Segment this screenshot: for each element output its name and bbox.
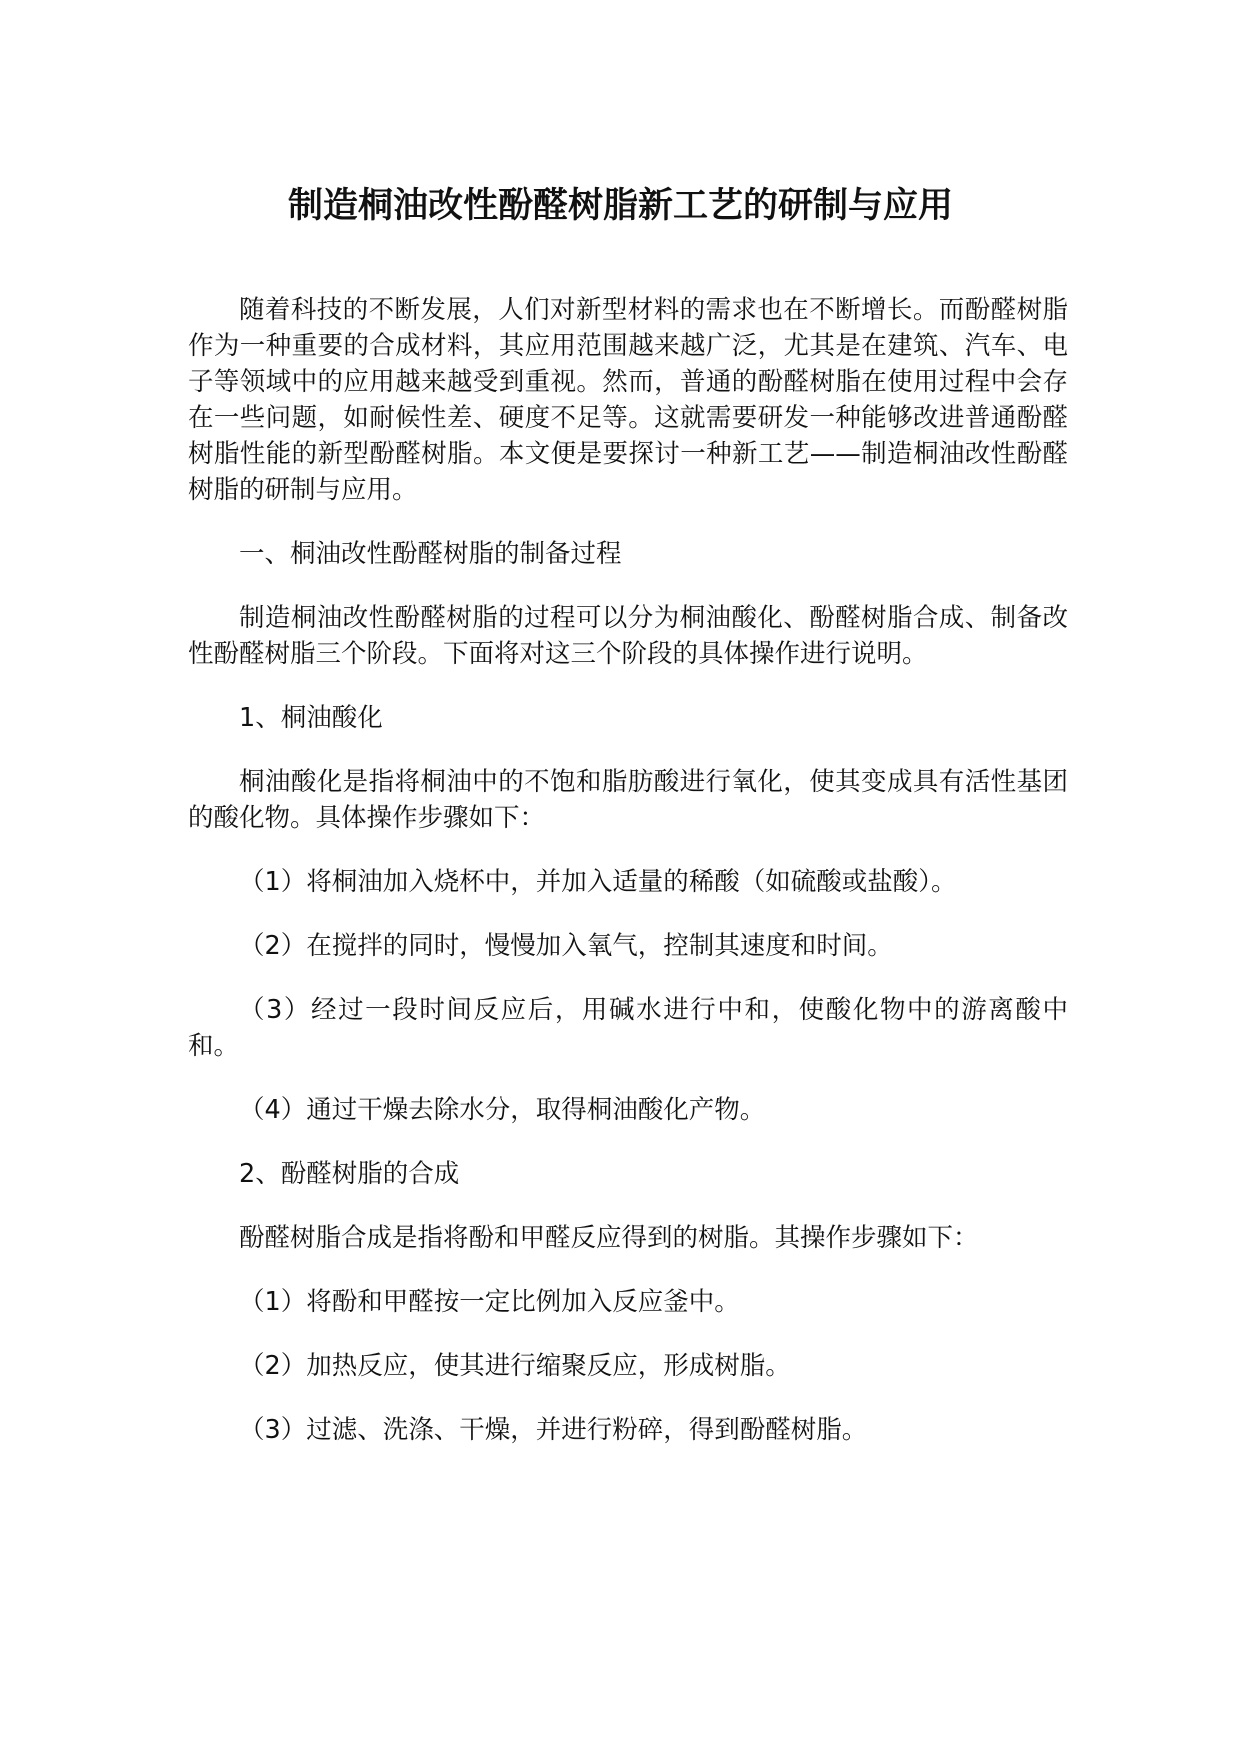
paragraph-intro: 随着科技的不断发展，人们对新型材料的需求也在不断增长。而酚醛树脂作为一种重要的合成材料，其应用范围越来越广泛，尤其是在建筑、汽车、电子等领域中的应用越来越受到重视。然而，普通的酚醛树脂在使用过程中会存在一些问题，如耐候性差、硬度不足等。这就需要研发一种能够改进普通酚醛树脂性能的新型酚醛树脂。本文便是要探讨一种新工艺——制造桐油改性酚醛树脂的研制与应用。 — [188, 295, 1068, 505]
step-item: （2）在搅拌的同时，慢慢加入氧气，控制其速度和时间。 — [239, 931, 893, 961]
subsection-heading-2: 2、酚醛树脂的合成 — [239, 1159, 460, 1189]
section-heading-1: 一、桐油改性酚醛树脂的制备过程 — [239, 539, 622, 569]
paragraph: 酚醛树脂合成是指将酚和甲醛反应得到的树脂。其操作步骤如下： — [239, 1223, 979, 1253]
paragraph: 制造桐油改性酚醛树脂的过程可以分为桐油酸化、酚醛树脂合成、制备改性酚醛树脂三个阶段。下面将对这三个阶段的具体操作进行说明。 — [188, 603, 1068, 669]
paragraph: 桐油酸化是指将桐油中的不饱和脂肪酸进行氧化，使其变成具有活性基团的酸化物。具体操作步骤如下： — [188, 767, 1068, 833]
document-title: 制造桐油改性酚醛树脂新工艺的研制与应用 — [287, 186, 953, 226]
step-item: （1）将桐油加入烧杯中，并加入适量的稀酸（如硫酸或盐酸）。 — [239, 867, 957, 897]
step-item: （3）经过一段时间反应后，用碱水进行中和，使酸化物中的游离酸中和。 — [188, 995, 1068, 1061]
step-item: （4）通过干燥去除水分，取得桐油酸化产物。 — [239, 1095, 766, 1125]
subsection-heading-1: 1、桐油酸化 — [239, 703, 383, 733]
step-item: （2）加热反应，使其进行缩聚反应，形成树脂。 — [239, 1351, 791, 1381]
step-item: （3）过滤、洗涤、干燥，并进行粉碎，得到酚醛树脂。 — [239, 1415, 868, 1445]
document-body — [188, 292, 1068, 1448]
step-item: （1）将酚和甲醛按一定比例加入反应釜中。 — [239, 1287, 740, 1317]
